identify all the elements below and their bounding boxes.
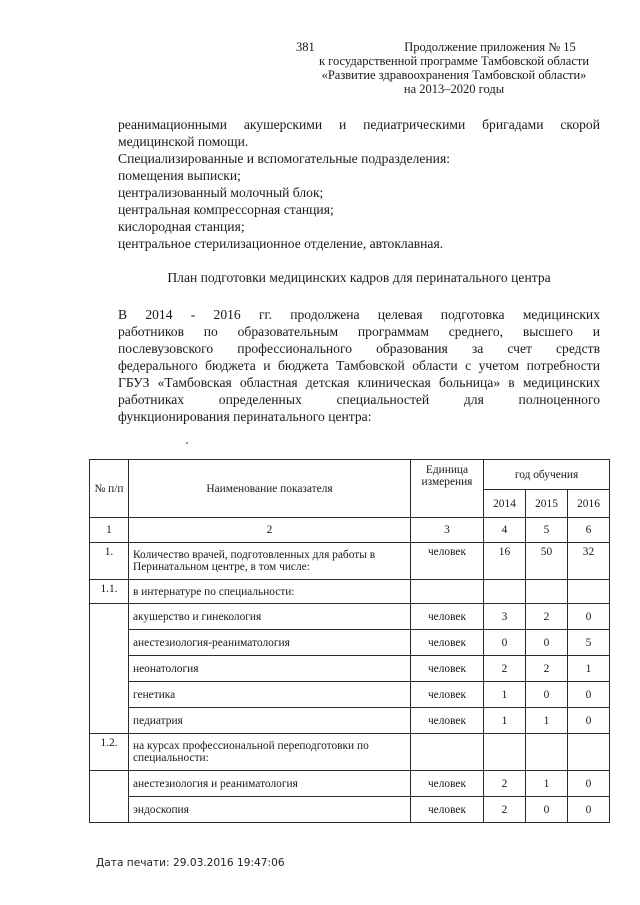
- header-cell-year: 2016: [568, 490, 610, 518]
- header-cell-years: год обучения: [484, 460, 610, 490]
- table-row: [90, 630, 610, 656]
- row-unit: человек: [411, 656, 484, 682]
- program-years: на 2013–2020 годы: [403, 82, 505, 96]
- table-row: [90, 734, 610, 771]
- row-value-2016: 32: [568, 543, 610, 580]
- row-value-2016: 0: [568, 604, 610, 630]
- row-value-2014: 1: [484, 708, 526, 734]
- row-value-2016: 5: [568, 630, 610, 656]
- table-row: [90, 543, 610, 580]
- row-num: 1.2.: [90, 734, 129, 771]
- row-value-2014: 2: [484, 771, 526, 797]
- row-value-2014: [484, 580, 526, 604]
- row-name: в интернатуре по специальности:: [129, 580, 411, 604]
- section-title: План подготовки медицинских кадров для перинатального центра: [167, 270, 551, 285]
- paragraph-line: ГБУЗ «Тамбовская областная детская клиническая больница» в медицинских: [118, 375, 600, 390]
- scan-speck: [186, 442, 188, 444]
- header-cell-num: № п/п: [90, 460, 129, 518]
- header-cell-name: Наименование показателя: [129, 460, 411, 518]
- table-row: [90, 604, 610, 630]
- table-row: [90, 656, 610, 682]
- row-value-2015: 0: [526, 797, 568, 823]
- row-unit: [411, 580, 484, 604]
- row-unit: человек: [411, 543, 484, 580]
- row-unit: человек: [411, 771, 484, 797]
- row-value-2014: 2: [484, 656, 526, 682]
- row-num-empty: [90, 771, 129, 823]
- row-value-2015: 0: [526, 630, 568, 656]
- index-cell: 6: [568, 518, 610, 543]
- row-value-2015: 1: [526, 708, 568, 734]
- list-item: центральное стерилизационное отделение, автоклавная.: [118, 236, 444, 251]
- paragraph-line: федерального бюджета и бюджета Тамбовской области с учетом потребности: [118, 358, 600, 373]
- paragraph-line: функционирования перинатального центра:: [118, 409, 372, 424]
- program-name: «Развитие здравоохранения Тамбовской области»: [321, 68, 587, 82]
- header-cell-year: 2015: [526, 490, 568, 518]
- list-item: кислородная станция;: [118, 219, 245, 234]
- table-row: [90, 682, 610, 708]
- row-unit: человек: [411, 604, 484, 630]
- row-value-2016: [568, 580, 610, 604]
- row-unit: человек: [411, 682, 484, 708]
- paragraph-line: В 2014 - 2016 гг. продолжена целевая подготовка медицинских: [118, 307, 600, 322]
- row-value-2016: 0: [568, 797, 610, 823]
- table-row: [90, 580, 610, 604]
- row-value-2015: 2: [526, 656, 568, 682]
- list-item: центральная компрессорная станция;: [118, 202, 334, 217]
- row-value-2014: [484, 734, 526, 771]
- paragraph-line: реанимационными акушерскими и педиатрическими бригадами скорой: [118, 117, 600, 132]
- row-num: 1.: [90, 543, 129, 580]
- appendix-continuation: Продолжение приложения № 15: [404, 40, 576, 54]
- row-value-2015: 2: [526, 604, 568, 630]
- row-value-2014: 0: [484, 630, 526, 656]
- paragraph-line: послевузовского профессионального образования за счет средств: [118, 341, 600, 356]
- row-num: 1.1.: [90, 580, 129, 604]
- row-name: анестезиология-реаниматология: [129, 630, 411, 656]
- training-plan-table: [89, 459, 610, 823]
- row-value-2014: 3: [484, 604, 526, 630]
- table-row: [90, 797, 610, 823]
- index-cell: 3: [411, 518, 484, 543]
- paragraph-line: работников по образовательным программам среднего, высшего и: [118, 324, 600, 339]
- row-value-2014: 1: [484, 682, 526, 708]
- header-cell-unit: Единица измерения: [411, 460, 484, 518]
- subdivisions-heading: Специализированные и вспомогательные подразделения:: [118, 151, 450, 166]
- list-item: централизованный молочный блок;: [118, 185, 324, 200]
- row-value-2015: 50: [526, 543, 568, 580]
- header-cell-year: 2014: [484, 490, 526, 518]
- row-num-empty: [90, 604, 129, 734]
- row-name: эндоскопия: [129, 797, 411, 823]
- index-cell: 4: [484, 518, 526, 543]
- row-name: анестезиология и реаниматология: [129, 771, 411, 797]
- program-reference: к государственной программе Тамбовской области: [318, 54, 590, 68]
- row-value-2014: 16: [484, 543, 526, 580]
- row-value-2015: 0: [526, 682, 568, 708]
- list-item: помещения выписки;: [118, 168, 241, 183]
- row-unit: [411, 734, 484, 771]
- row-value-2015: [526, 734, 568, 771]
- index-cell: 1: [90, 518, 129, 543]
- row-value-2016: 0: [568, 771, 610, 797]
- row-name: неонатология: [129, 656, 411, 682]
- paragraph-line: работниках определенных специальностей для полноценного: [118, 392, 600, 407]
- row-name: акушерство и гинекология: [129, 604, 411, 630]
- row-value-2015: 1: [526, 771, 568, 797]
- row-value-2016: 0: [568, 708, 610, 734]
- row-value-2014: 2: [484, 797, 526, 823]
- row-name: педиатрия: [129, 708, 411, 734]
- row-value-2016: 0: [568, 682, 610, 708]
- table-row: [90, 771, 610, 797]
- row-value-2016: 1: [568, 656, 610, 682]
- paragraph-line: медицинской помощи.: [118, 134, 249, 149]
- table-row: [90, 708, 610, 734]
- row-value-2015: [526, 580, 568, 604]
- row-unit: человек: [411, 630, 484, 656]
- row-name: Количество врачей, подготовленных для работы в Перинатальном центре, в том числе:: [129, 543, 411, 580]
- table-header-row: [90, 460, 610, 490]
- print-date: Дата печати: 29.03.2016 19:47:06: [96, 857, 285, 869]
- row-unit: человек: [411, 797, 484, 823]
- page-number: 381: [296, 40, 315, 54]
- table-index-row: [90, 518, 610, 543]
- row-unit: человек: [411, 708, 484, 734]
- row-name: генетика: [129, 682, 411, 708]
- index-cell: 5: [526, 518, 568, 543]
- row-value-2016: [568, 734, 610, 771]
- row-name: на курсах профессиональной переподготовки по специальности:: [129, 734, 411, 771]
- index-cell: 2: [129, 518, 411, 543]
